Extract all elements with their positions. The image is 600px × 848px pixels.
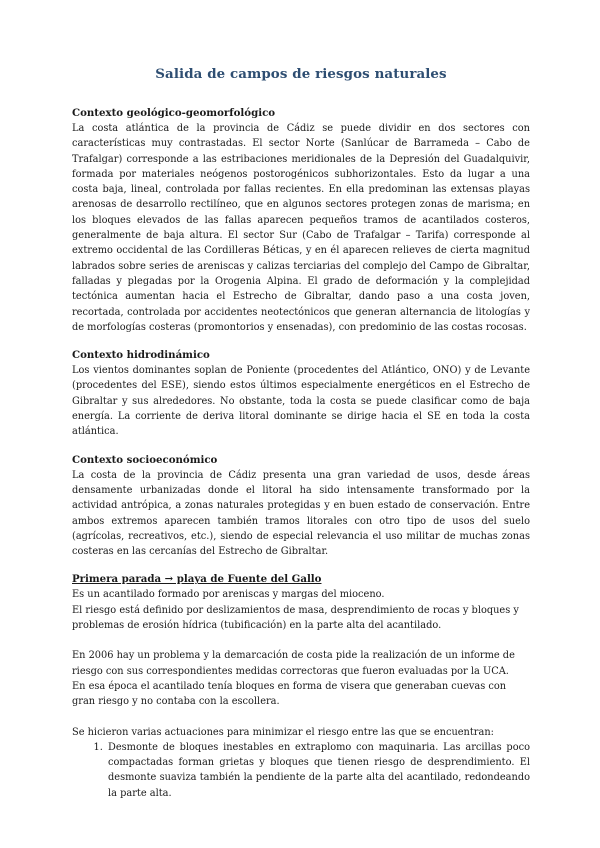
measures-list bbox=[72, 740, 530, 801]
section-heading-hidrodinamico: Contexto hidrodinámico bbox=[72, 349, 210, 362]
section-text-geologico: La costa atlántica de la provincia de Cádiz se puede dividir en dos sectores con características muy contrastadas. El sector Norte (Sanlúcar de Barrameda – Cabo de Trafalgar) corresponde a las estribaciones meridionales de la Depresión del Guadalquivir, formada por materiales neógenos postorogénicos subhorizontales. Esto da lugar a una costa baja, lineal, controlada por fallas recientes. En ella predominan las extensas playas arenosas de desarrollo rectilíneo, que en algunos sectores protegen zonas de marisma; en los bloques elevados de las fallas aparecen pequeños tramos de acantilados costeros, generalmente de baja altura. El sector Sur (Cabo de Trafalgar – Tarifa) corresponde al extremo occidental de las Cordilleras Béticas, y en él aparecen relieves de cierta magnitud labrados sobre series de areniscas y calizas terciarias del complejo del Campo de Gibraltar, falladas y plegadas por la Orogenia Alpina. El grado de deformación y la complejidad tectónica aumentan hacia el Estrecho de Gibraltar, dando paso a una costa joven, recortada, controlada por accidentes neotectónicos que generan alternancia de litologías y de morfologías costeras (promontorios y ensenadas), con predominio de las costas rocosas. bbox=[72, 123, 530, 333]
spacer bbox=[72, 633, 530, 648]
section-text-socioeconomico: La costa de la provincia de Cádiz presenta una gran variedad de usos, desde áreas densamente urbanizadas donde el litoral ha sido intensamente transformado por la actividad antrópica, a zonas naturales protegidas y en buen estado de conservación. Entre ambos extremos aparecen también tramos litorales con otro tipo de usos del suelo (agrícolas, recreativos, etc.), siendo de especial relevancia el uso militar de muchas zonas costeras en las cercanías del Estrecho de Gibraltar. bbox=[72, 469, 530, 558]
stop-line-5: Se hicieron varias actuaciones para minimizar el riesgo entre las que se encuentran: bbox=[72, 726, 494, 738]
section-heading-geologico: Contexto geológico-geomorfológico bbox=[72, 107, 276, 119]
page-title: Salida de campos de riesgos naturales bbox=[155, 66, 447, 82]
document-body bbox=[72, 66, 530, 801]
stop-line-4: En esa época el acantilado tenía bloques en forma de visera que generaban cuevas con gran riesgo y no contaba con la escollera. bbox=[72, 680, 507, 708]
list-item: 1. Desmonte de bloques inestables en extraplomo con maquinaria. Las arcillas poco compactadas forman grietas y bloques que tienen riesgo de desprendimiento. El desmonte suaviza también la pendiente de la parte alta del acantilado, redondeando la parte alta. bbox=[106, 740, 530, 801]
stop-line-3: En 2006 hay un problema y la demarcación de costa pide la realización de un informe de riesgo con sus correspondientes medidas correctoras que fueron evaluadas por la UCA. bbox=[72, 650, 515, 677]
stop-line-1: Es un acantilado formado por areniscas y margas del mioceno. bbox=[72, 589, 385, 601]
section-text-hidrodinamico: Los vientos dominantes soplan de Poniente (procedentes del Atlántico, ONO) y de Levante (procedentes del ESE), siendo estos últimos especialmente energéticos en el Estrecho de Gibraltar y sus alrededores. No obstante, toda la costa se puede clasificar como de baja energía. La corriente de deriva litoral dominante se dirige hacia el SE en toda la costa atlántica. bbox=[72, 365, 530, 438]
stop-line-2: El riesgo está definido por deslizamientos de masa, desprendimiento de rocas y bloques y problemas de erosión hídrica (tubificación) en la parte alta del acantilado. bbox=[72, 604, 519, 632]
first-stop-heading: Primera parada → playa de Fuente del Gallo bbox=[72, 573, 322, 586]
section-heading-socioeconomico: Contexto socioeconómico bbox=[72, 453, 218, 466]
spacer bbox=[72, 710, 530, 725]
